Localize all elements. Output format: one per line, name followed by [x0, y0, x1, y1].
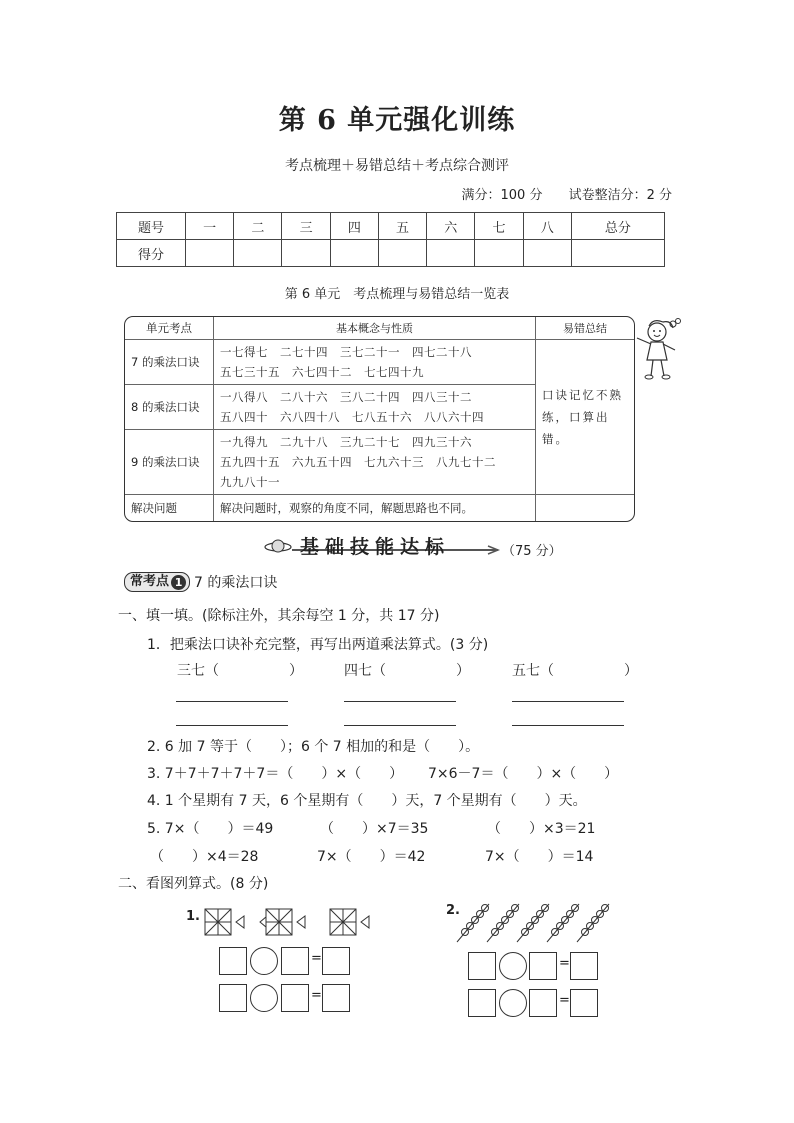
q1-item: 三七（ ） — [177, 663, 303, 679]
page-title: 第 6 单元强化训练 — [278, 105, 516, 136]
score-value-row — [117, 240, 665, 267]
banner-title: 基础技能达标 — [300, 536, 451, 558]
answer-line[interactable] — [344, 701, 456, 702]
concept-line: 九九八十一 — [220, 475, 280, 489]
score-col: 总分 — [571, 213, 664, 240]
score-cell[interactable] — [282, 240, 330, 267]
review-header: 单元考点 — [125, 317, 214, 340]
answer-box[interactable] — [468, 989, 496, 1017]
answer-box[interactable] — [529, 989, 557, 1017]
operator-circle[interactable] — [250, 947, 278, 975]
score-row-label: 题号 — [117, 213, 186, 240]
review-header: 易错总结 — [536, 317, 635, 340]
banner-points: （75 分） — [502, 544, 562, 559]
knowledge-text: 7 的乘法口诀 — [194, 575, 278, 591]
score-col: 六 — [427, 213, 475, 240]
review-mistake: 口诀记忆不熟练，口算出错。 — [536, 340, 635, 495]
score-table — [116, 212, 665, 267]
score-cell[interactable] — [523, 240, 571, 267]
score-cell[interactable] — [234, 240, 282, 267]
review-point: 8 的乘法口诀 — [125, 385, 214, 430]
score-col: 四 — [330, 213, 378, 240]
score-cell[interactable] — [186, 240, 234, 267]
answer-box[interactable] — [570, 952, 598, 980]
score-col: 二 — [234, 213, 282, 240]
score-info — [440, 184, 673, 203]
q2-text: 2. 6 加 7 等于（ ）；6 个 7 相加的和是（ ）。 — [147, 739, 480, 755]
answer-box[interactable] — [219, 984, 247, 1012]
badge-number: 1 — [171, 575, 186, 590]
equals-sign: = — [311, 988, 322, 1003]
review-caption: 第 6 单元 考点梳理与易错总结一览表 — [284, 287, 510, 302]
answer-box[interactable] — [529, 952, 557, 980]
answer-line[interactable] — [176, 725, 288, 726]
score-cell[interactable] — [330, 240, 378, 267]
neat-score: 试卷整洁分：2 分 — [568, 188, 672, 203]
score-header-row — [117, 213, 665, 240]
q1-item: 五七（ ） — [512, 663, 638, 679]
q5-text: 5. 7×（ ）＝49 — [147, 821, 274, 837]
answer-box[interactable] — [468, 952, 496, 980]
q3a-text: 3. 7＋7＋7＋7＋7＝（ ）×（ ） — [147, 766, 404, 782]
knowledge-point — [124, 572, 277, 592]
answer-line[interactable] — [176, 701, 288, 702]
operator-circle[interactable] — [499, 989, 527, 1017]
review-header: 基本概念与性质 — [214, 317, 536, 340]
equals-sign: = — [559, 993, 570, 1008]
knowledge-badge — [124, 572, 190, 592]
section1-heading: 一、填一填。(除标注外，其余每空 1 分，共 17 分) — [118, 608, 440, 624]
concept-line: 五九四十五 六九五十四 七九六十三 八九七十二 — [220, 455, 496, 469]
review-concept — [214, 385, 536, 430]
answer-box[interactable] — [570, 989, 598, 1017]
concept-line: 一八得八 二八十六 三八二十四 四八三十二 — [220, 390, 472, 404]
answer-line[interactable] — [344, 725, 456, 726]
equals-sign: = — [311, 951, 322, 966]
section-banner — [262, 530, 562, 562]
score-col: 八 — [523, 213, 571, 240]
q5-text: （ ）×3＝21 — [487, 821, 596, 837]
operator-circle[interactable] — [250, 984, 278, 1012]
score-cell[interactable] — [427, 240, 475, 267]
page-subtitle: 考点梳理＋易错总结＋考点综合测评 — [285, 158, 509, 174]
q1-item: 四七（ ） — [344, 663, 470, 679]
q5-text: （ ）×4＝28 — [150, 849, 259, 865]
q5-text: 7×（ ）＝42 — [317, 849, 426, 865]
score-col: 五 — [378, 213, 426, 240]
review-point: 9 的乘法口诀 — [125, 430, 214, 495]
answer-box[interactable] — [322, 984, 350, 1012]
concept-line: 一七得七 二七十四 三七二十一 四七二十八 — [220, 345, 472, 359]
score-col: 七 — [475, 213, 523, 240]
skewer-beads-icon — [455, 898, 615, 944]
answer-line[interactable] — [512, 701, 624, 702]
answer-box[interactable] — [281, 947, 309, 975]
q1-text: 1．把乘法口诀补充完整，再写出两道乘法算式。(3 分) — [147, 637, 489, 653]
figure2-label: 2. — [446, 903, 460, 918]
review-empty — [536, 495, 635, 522]
figure1-label: 1. — [186, 909, 200, 924]
review-point: 解决问题 — [125, 495, 214, 522]
review-concept: 解决问题时，观察的角度不同，解题思路也不同。 — [214, 495, 536, 522]
equals-sign: = — [559, 956, 570, 971]
section2-heading: 二、看图列算式。(8 分) — [118, 876, 269, 892]
answer-line[interactable] — [512, 725, 624, 726]
score-cell[interactable] — [475, 240, 523, 267]
triangle-groups-icon — [200, 905, 380, 939]
score-cell[interactable] — [571, 240, 664, 267]
review-table — [124, 316, 635, 522]
score-row-label: 得分 — [117, 240, 186, 267]
concept-line: 五七三十五 六七四十二 七七四十九 — [220, 365, 424, 379]
review-concept — [214, 340, 536, 385]
badge-text: 常考点 — [130, 574, 170, 589]
concept-line: 一九得九 二九十八 三九二十七 四九三十六 — [220, 435, 472, 449]
answer-box[interactable] — [322, 947, 350, 975]
answer-box[interactable] — [281, 984, 309, 1012]
operator-circle[interactable] — [499, 952, 527, 980]
q4-text: 4. 1 个星期有 7 天，6 个星期有（ ）天，7 个星期有（ ）天。 — [147, 793, 587, 809]
answer-box[interactable] — [219, 947, 247, 975]
review-concept — [214, 430, 536, 495]
score-col: 三 — [282, 213, 330, 240]
score-cell[interactable] — [378, 240, 426, 267]
score-col: 一 — [186, 213, 234, 240]
concept-line: 五八四十 六八四十八 七八五十六 八八六十四 — [220, 410, 484, 424]
girl-illustration-icon — [633, 316, 683, 382]
full-score: 满分：100 分 — [461, 188, 543, 203]
q5-text: 7×（ ）＝14 — [485, 849, 594, 865]
q3b-text: 7×6－7＝（ ）×（ ） — [428, 766, 619, 782]
q5-text: （ ）×7＝35 — [320, 821, 429, 837]
review-point: 7 的乘法口诀 — [125, 340, 214, 385]
